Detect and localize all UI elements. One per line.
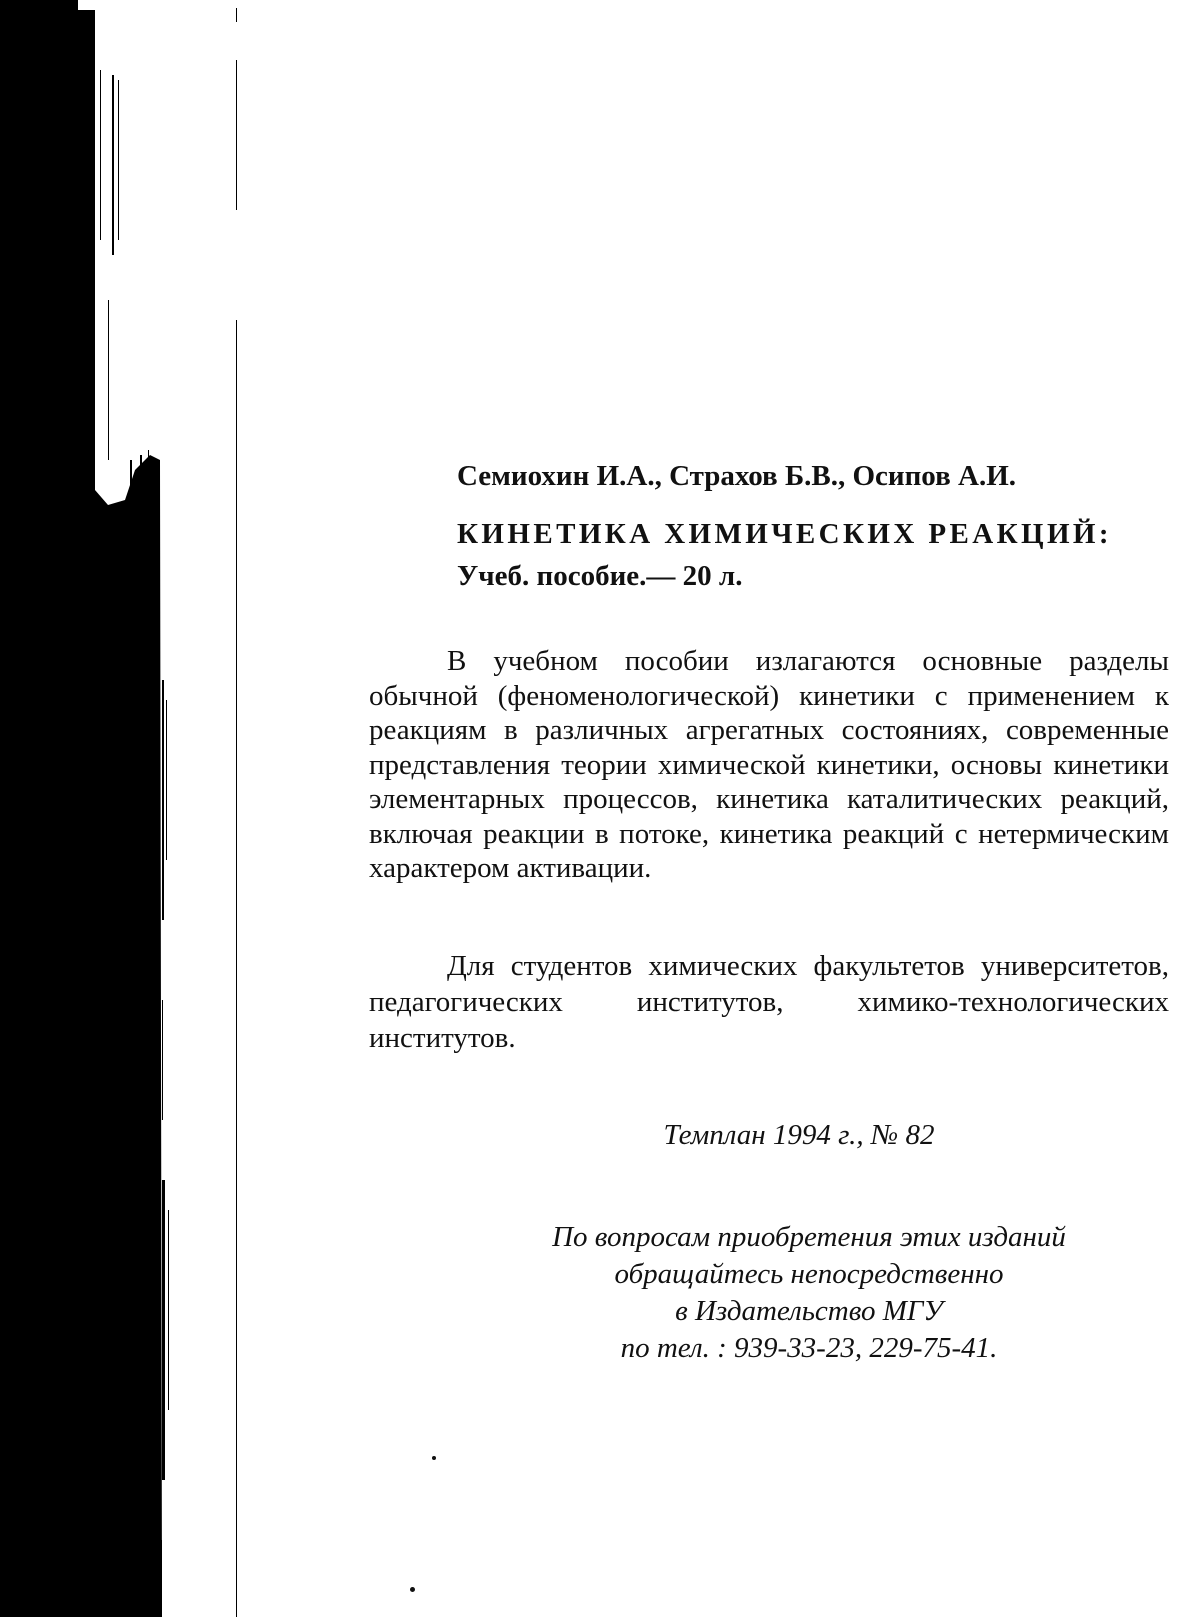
scan-speck	[410, 1587, 415, 1592]
audience-paragraph: Для студентов химических факультетов университетов, педагогических институтов, химико-технологических институтов.	[369, 950, 1169, 1054]
contact-line-4: по тел. : 939-33-23, 229-75-41.	[620, 1332, 998, 1364]
abstract-paragraph: В учебном пособии излагаются основные разделы обычной (феноменологической) кинетики с применением к реакциям в различных агрегатных состояниях, современные представления теории химической кинетики, основы кинетики элементарных процессов, кинетика каталитических реакций, включая реакции в потоке, кинетика реакций с нетермическим характером активации.	[369, 645, 1169, 884]
book-title: КИНЕТИКА ХИМИЧЕСКИХ РЕАКЦИЙ:	[457, 518, 1112, 550]
templan-line: Темплан 1994 г., № 82	[663, 1119, 935, 1151]
scan-speck	[432, 1456, 436, 1460]
contact-block	[409, 1219, 1200, 1367]
contact-line-1: По вопросам приобретения этих изданий	[552, 1221, 1066, 1253]
contact-line-3: в Издательство МГУ	[675, 1295, 943, 1327]
contact-line-2: обращайтесь непосредственно	[614, 1258, 1004, 1290]
book-subtitle: Учеб. пособие.— 20 л.	[457, 560, 743, 592]
scan-dark-edge	[0, 0, 240, 1617]
book-authors: Семиохин И.А., Страхов Б.В., Осипов А.И.	[457, 460, 1017, 492]
